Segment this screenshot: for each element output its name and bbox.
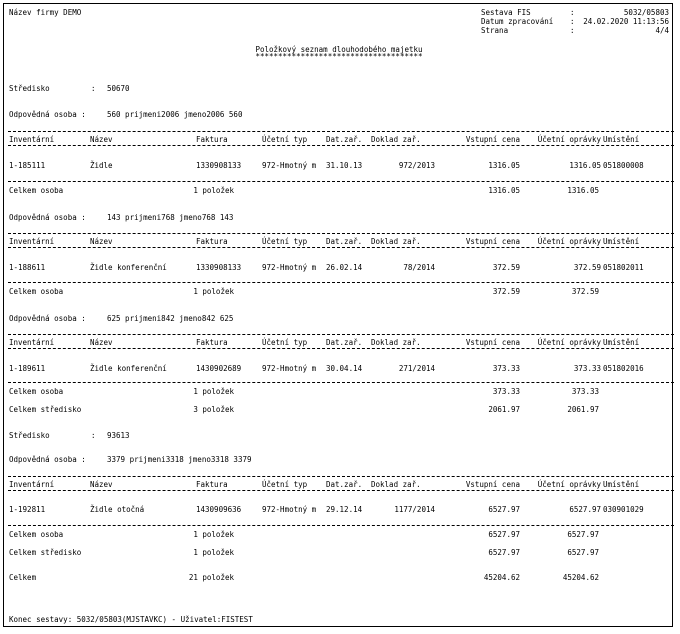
summary-ucetni-opravky: 1316.05 <box>567 186 599 195</box>
col-inventarni-cell: 1-189611 <box>9 364 46 373</box>
osoba-value: 3379 prijmeni3318 jmeno3318 3379 <box>107 455 252 464</box>
col-faktura-header: Faktura <box>196 135 228 144</box>
report-page <box>3 3 673 627</box>
col-doklad-zar-cell: 271/2014 <box>398 364 435 373</box>
col-faktura-cell: 1430902689 <box>196 364 242 373</box>
col-dat-zar-header: Dat.zař. <box>326 135 363 144</box>
stredisko-value: 50670 <box>107 84 130 93</box>
col-ucetni-opravky-cell: 373.33 <box>573 364 601 373</box>
summary-ucetni-opravky: 2061.97 <box>567 405 599 414</box>
col-ucetni-opravky-header: Účetní oprávky <box>537 338 601 347</box>
report-title: Položkový seznam dlouhodobého majetku <box>255 45 423 54</box>
col-umisteni-cell: 051802016 <box>603 364 644 373</box>
col-ucetni-typ-cell: 972-Hmotný m <box>262 364 317 373</box>
col-ucetni-typ-header: Účetní typ <box>262 135 308 144</box>
osoba-value: 143 prijmeni768 jmeno768 143 <box>107 213 234 222</box>
col-ucetni-opravky-cell: 372.59 <box>573 263 601 272</box>
col-nazev-cell: Židle <box>90 161 113 170</box>
col-ucetni-opravky-cell: 6527.97 <box>569 505 601 514</box>
strana-colon: : <box>570 26 575 35</box>
col-dat-zar-cell: 26.02.14 <box>326 263 363 272</box>
summary-ucetni-opravky: 373.33 <box>571 387 599 396</box>
col-ucetni-typ-cell: 972-Hmotný m <box>262 505 317 514</box>
summary-ucetni-opravky: 45204.62 <box>562 573 599 582</box>
datum-label: Datum zpracování <box>481 17 554 26</box>
col-doklad-zar-header: Doklad zař. <box>371 237 421 246</box>
col-vstupni-cena-header: Vstupní cena <box>465 480 520 489</box>
divider <box>8 247 674 248</box>
col-inventarni-header: Inventární <box>9 338 55 347</box>
summary-label: Celkem středisko <box>9 548 82 557</box>
summary-vstupni-cena: 1316.05 <box>488 186 520 195</box>
summary-vstupni-cena: 372.59 <box>492 287 520 296</box>
col-vstupni-cena-header: Vstupní cena <box>465 338 520 347</box>
col-ucetni-opravky-cell: 1316.05 <box>569 161 601 170</box>
summary-vstupni-cena: 45204.62 <box>483 573 520 582</box>
col-nazev-header: Název <box>90 135 113 144</box>
col-dat-zar-cell: 30.04.14 <box>326 364 363 373</box>
divider <box>8 334 674 335</box>
stredisko-label: Středisko <box>9 84 50 93</box>
col-ucetni-typ-header: Účetní typ <box>262 480 308 489</box>
col-umisteni-cell: 051802011 <box>603 263 644 272</box>
divider <box>8 348 674 349</box>
col-inventarni-header: Inventární <box>9 237 55 246</box>
col-nazev-header: Název <box>90 338 113 347</box>
summary-label: Celkem <box>9 573 37 582</box>
col-ucetni-typ-cell: 972-Hmotný m <box>262 263 317 272</box>
osoba-label: Odpovědná osoba : <box>9 213 86 222</box>
divider <box>8 282 674 283</box>
summary-label: Celkem osoba <box>9 387 64 396</box>
col-dat-zar-cell: 29.12.14 <box>326 505 363 514</box>
divider <box>8 382 674 383</box>
osoba-label: Odpovědná osoba : <box>9 314 86 323</box>
col-umisteni-header: Umístění <box>603 480 640 489</box>
summary-ucetni-opravky: 6527.97 <box>567 530 599 539</box>
col-doklad-zar-header: Doklad zař. <box>371 338 421 347</box>
sestava-value: 5032/05803 <box>623 8 669 17</box>
col-ucetni-typ-header: Účetní typ <box>262 237 308 246</box>
summary-count: 1 položek <box>193 186 234 195</box>
divider <box>8 490 674 491</box>
col-vstupni-cena-cell: 1316.05 <box>488 161 520 170</box>
summary-label: Celkem osoba <box>9 287 64 296</box>
summary-ucetni-opravky: 372.59 <box>571 287 599 296</box>
stredisko-label: Středisko <box>9 431 50 440</box>
col-umisteni-header: Umístění <box>603 338 640 347</box>
stredisko-colon: : <box>91 84 96 93</box>
strana-value: 4/4 <box>655 26 669 35</box>
col-vstupni-cena-cell: 373.33 <box>492 364 520 373</box>
col-dat-zar-header: Dat.zař. <box>326 338 363 347</box>
col-doklad-zar-header: Doklad zař. <box>371 480 421 489</box>
datum-value: 24.02.2020 11:13:56 <box>583 17 669 26</box>
col-doklad-zar-header: Doklad zař. <box>371 135 421 144</box>
stredisko-colon: : <box>91 431 96 440</box>
summary-count: 1 položek <box>193 287 234 296</box>
summary-vstupni-cena: 2061.97 <box>488 405 520 414</box>
col-ucetni-typ-header: Účetní typ <box>262 338 308 347</box>
col-vstupni-cena-header: Vstupní cena <box>465 135 520 144</box>
stredisko-value: 93613 <box>107 431 130 440</box>
report-title-underline: ************************************* <box>255 52 423 61</box>
sestava-label: Sestava FIS <box>481 8 531 17</box>
col-doklad-zar-cell: 78/2014 <box>403 263 435 272</box>
col-faktura-cell: 1330908133 <box>196 263 242 272</box>
summary-vstupni-cena: 6527.97 <box>488 530 520 539</box>
col-inventarni-header: Inventární <box>9 480 55 489</box>
col-inventarni-cell: 1-192811 <box>9 505 46 514</box>
col-umisteni-header: Umístění <box>603 237 640 246</box>
col-inventarni-cell: 1-188611 <box>9 263 46 272</box>
col-vstupni-cena-cell: 6527.97 <box>488 505 520 514</box>
summary-label: Celkem osoba <box>9 530 64 539</box>
osoba-label: Odpovědná osoba : <box>9 110 86 119</box>
osoba-value: 625 prijmeni842 jmeno842 625 <box>107 314 234 323</box>
col-faktura-cell: 1430909636 <box>196 505 242 514</box>
divider <box>8 145 674 146</box>
datum-colon: : <box>570 17 575 26</box>
col-vstupni-cena-cell: 372.59 <box>492 263 520 272</box>
osoba-value: 560 prijmeni2006 jmeno2006 560 <box>107 110 243 119</box>
col-nazev-header: Název <box>90 237 113 246</box>
col-faktura-header: Faktura <box>196 237 228 246</box>
summary-label: Celkem středisko <box>9 405 82 414</box>
col-dat-zar-header: Dat.zař. <box>326 237 363 246</box>
summary-label: Celkem osoba <box>9 186 64 195</box>
report-footer: Konec sestavy: 5032/05803(MJSTAVKC) - Uživatel:FISTEST <box>9 615 253 624</box>
summary-count: 3 položek <box>193 405 234 414</box>
col-inventarni-cell: 1-185111 <box>9 161 46 170</box>
col-nazev-cell: Židle otočná <box>90 505 145 514</box>
divider <box>8 476 674 477</box>
summary-count: 1 položek <box>193 387 234 396</box>
summary-count: 1 položek <box>193 548 234 557</box>
strana-label: Strana <box>481 26 509 35</box>
col-ucetni-typ-cell: 972-Hmotný m <box>262 161 317 170</box>
col-dat-zar-header: Dat.zař. <box>326 480 363 489</box>
divider <box>8 525 674 526</box>
col-vstupni-cena-header: Vstupní cena <box>465 237 520 246</box>
summary-ucetni-opravky: 6527.97 <box>567 548 599 557</box>
col-umisteni-cell: 030901029 <box>603 505 644 514</box>
sestava-colon: : <box>570 8 575 17</box>
col-nazev-header: Název <box>90 480 113 489</box>
divider <box>8 233 674 234</box>
col-faktura-header: Faktura <box>196 338 228 347</box>
divider <box>8 181 674 182</box>
divider <box>8 131 674 132</box>
col-nazev-cell: Židle konferenční <box>90 263 167 272</box>
company-name: Název firmy DEMO <box>9 8 82 17</box>
summary-count: 21 položek <box>188 573 234 582</box>
col-doklad-zar-cell: 1177/2014 <box>394 505 435 514</box>
summary-vstupni-cena: 373.33 <box>492 387 520 396</box>
summary-count: 1 položek <box>193 530 234 539</box>
col-faktura-header: Faktura <box>196 480 228 489</box>
osoba-label: Odpovědná osoba : <box>9 455 86 464</box>
col-umisteni-header: Umístění <box>603 135 640 144</box>
col-doklad-zar-cell: 972/2013 <box>398 161 435 170</box>
col-faktura-cell: 1330908133 <box>196 161 242 170</box>
col-inventarni-header: Inventární <box>9 135 55 144</box>
col-dat-zar-cell: 31.10.13 <box>326 161 363 170</box>
col-ucetni-opravky-header: Účetní oprávky <box>537 237 601 246</box>
summary-vstupni-cena: 6527.97 <box>488 548 520 557</box>
col-nazev-cell: Židle konferenční <box>90 364 167 373</box>
col-ucetni-opravky-header: Účetní oprávky <box>537 135 601 144</box>
col-ucetni-opravky-header: Účetní oprávky <box>537 480 601 489</box>
col-umisteni-cell: 051800008 <box>603 161 644 170</box>
